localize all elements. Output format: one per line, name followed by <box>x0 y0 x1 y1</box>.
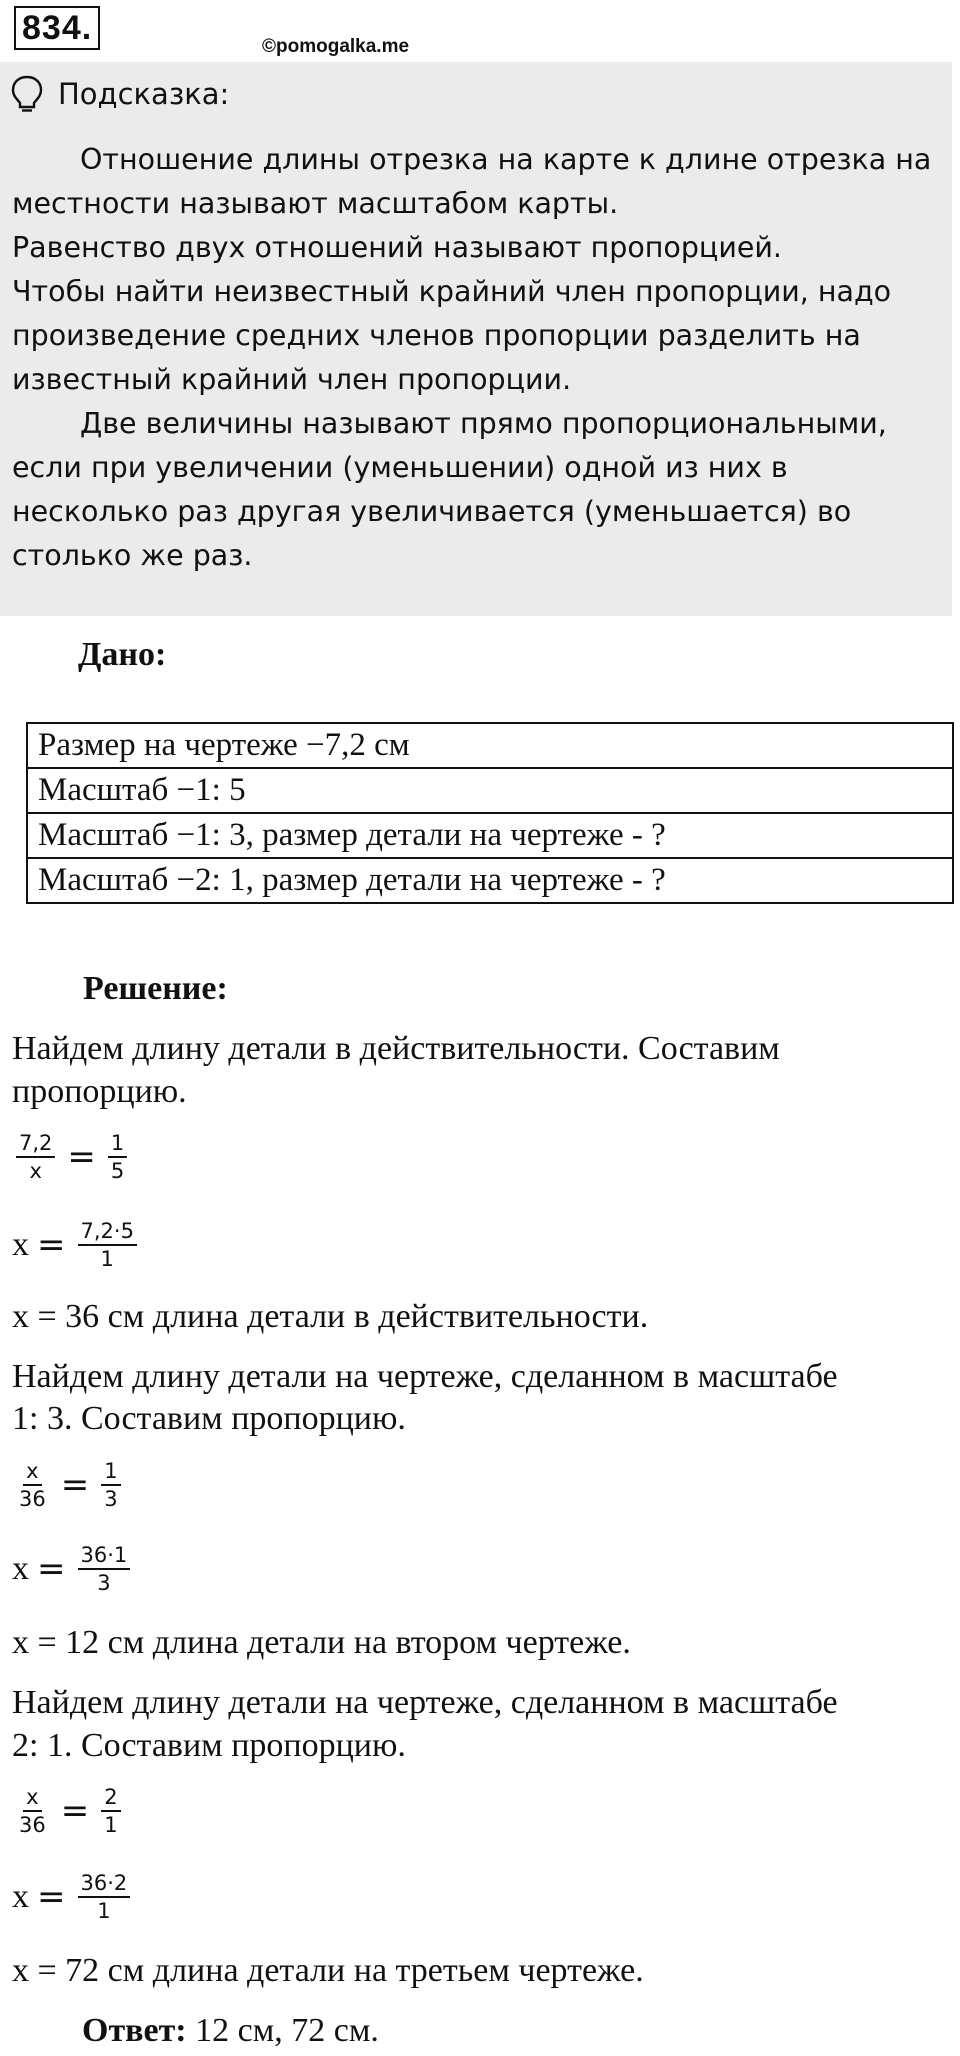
given-table <box>26 722 954 904</box>
variable: x <box>12 1550 29 1587</box>
hint-paragraph: Две величины называют прямо пропорциональными, если при увеличении (уменьшении) одной из них в несколько раз другая увеличивается (уменьшается) во столько же раз. <box>12 407 887 572</box>
answer <box>82 2012 379 2050</box>
task-number: 834. <box>14 6 100 50</box>
fraction-numerator: 2 <box>101 1784 120 1812</box>
solution-text: Найдем длину детали в действительности. Составим <box>12 1030 780 1067</box>
fraction-numerator: 7,2 <box>16 1130 55 1158</box>
fraction-denominator: 1 <box>104 1813 118 1837</box>
table-row <box>27 813 953 858</box>
watermark: ©pomogalka.me <box>262 36 410 57</box>
given-cell: Масштаб −2: 1, размер детали на чертеже - ? <box>27 858 953 903</box>
solution-text: 1: 3. Составим пропорцию. <box>12 1400 406 1437</box>
table-row <box>27 858 953 903</box>
solution-text: пропорцию. <box>12 1073 187 1110</box>
hint-paragraph: Чтобы найти неизвестный крайний член пропорции, надо произведение средних членов пропорции разделить на известный крайний член пропорции. <box>12 275 892 396</box>
table-row <box>27 723 953 768</box>
table-row <box>27 768 953 813</box>
fraction-denominator: 5 <box>110 1159 125 1183</box>
solve-equation: x = $\frac{36\cdot 1}{3}$ <box>12 1542 134 1596</box>
answer-label: Ответ: <box>82 2012 187 2049</box>
fraction-numerator: 36·2 <box>78 1870 131 1898</box>
lightbulb-icon <box>10 74 44 114</box>
fraction-denominator: 36 <box>19 1813 46 1837</box>
fraction-numerator: 1 <box>108 1130 127 1158</box>
fraction-denominator: 36 <box>19 1487 46 1511</box>
variable: x <box>12 1226 29 1263</box>
hint-title: Подсказка: <box>58 77 230 111</box>
solution-text: Найдем длину детали на чертеже, сделанном в масштабе <box>12 1358 838 1395</box>
answer-value: 12 см, 72 см. <box>186 2012 379 2049</box>
solve-equation: x = $\frac{7,2\cdot 5}{1}$ <box>12 1218 141 1272</box>
proportion-equation: $\frac{7,2}{x}$ = $\frac{1}{5}$ <box>12 1130 131 1184</box>
solve-equation: x = $\frac{36\cdot 2}{1}$ <box>12 1870 134 1924</box>
solution-text: 2: 1. Составим пропорцию. <box>12 1727 406 1764</box>
given-cell: Масштаб −1: 3, размер детали на чертеже - ? <box>27 813 953 858</box>
fraction-denominator: 3 <box>104 1487 118 1511</box>
fraction-numerator: 36·1 <box>78 1542 131 1570</box>
solution-label: Решение: <box>83 970 228 1007</box>
given-cell: Размер на чертеже −7,2 см <box>27 723 953 768</box>
fraction-numerator: 1 <box>101 1458 120 1486</box>
solution-result: x = 36 см длина детали в действительности. <box>12 1298 649 1335</box>
hint-box <box>0 62 952 616</box>
fraction-numerator: 7,2·5 <box>78 1218 137 1246</box>
fraction-denominator: 1 <box>97 1899 111 1923</box>
solution-text: Найдем длину детали на чертеже, сделанном в масштабе <box>12 1684 838 1721</box>
solution-result: x = 72 см длина детали на третьем чертеже. <box>12 1952 644 1989</box>
fraction-denominator: 1 <box>100 1247 114 1271</box>
proportion-equation: $\frac{x}{36}$ = $\frac{2}{1}$ <box>12 1784 125 1838</box>
hint-text <box>12 138 942 578</box>
hint-header <box>10 74 229 114</box>
given-label: Дано: <box>78 636 167 673</box>
solution-result: x = 12 см длина детали на втором чертеже. <box>12 1624 631 1661</box>
fraction-denominator: x <box>29 1159 42 1183</box>
fraction-numerator: x <box>23 1784 41 1812</box>
proportion-equation: $\frac{x}{36}$ = $\frac{1}{3}$ <box>12 1458 125 1512</box>
fraction-numerator: x <box>23 1458 41 1486</box>
given-cell: Масштаб −1: 5 <box>27 768 953 813</box>
hint-paragraph: Отношение длины отрезка на карте к длине отрезка на местности называют масштабом карты. <box>12 143 932 220</box>
fraction-denominator: 3 <box>97 1571 111 1595</box>
hint-paragraph: Равенство двух отношений называют пропорцией. <box>12 231 782 264</box>
variable: x <box>12 1878 29 1915</box>
